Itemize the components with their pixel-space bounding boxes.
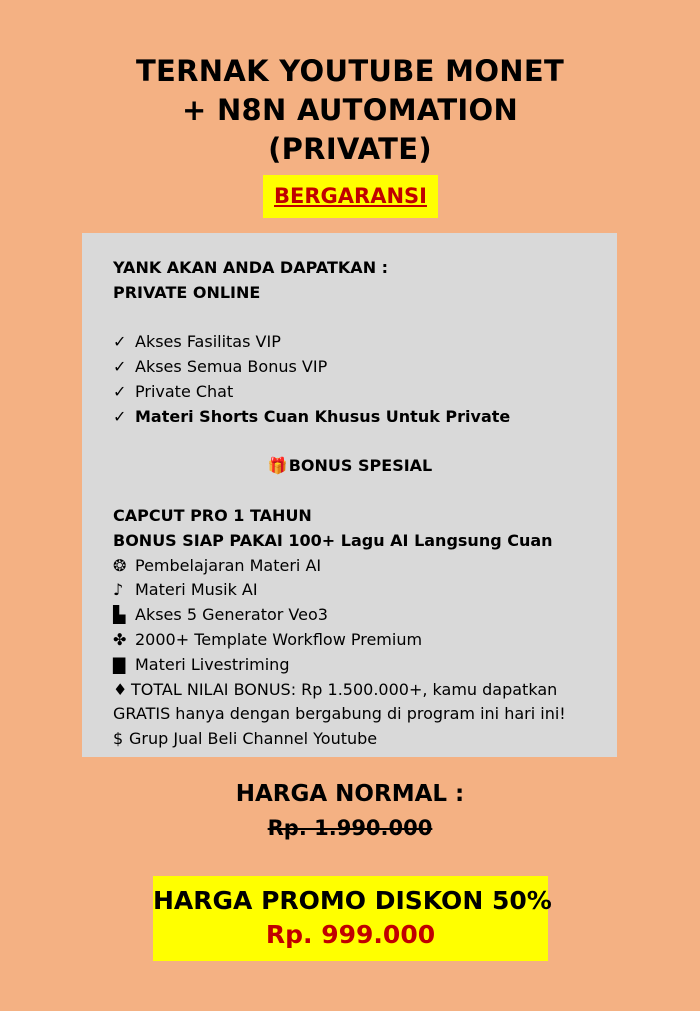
feature-text: Akses Semua Bonus VIP bbox=[135, 357, 328, 377]
feature-item bbox=[113, 405, 617, 430]
package-name: PRIVATE ONLINE bbox=[113, 282, 261, 302]
fire-icon: ♦ bbox=[113, 679, 128, 699]
dollar-icon: $ bbox=[113, 729, 124, 749]
bonus-item bbox=[113, 554, 617, 579]
feature-text: Akses Fasilitas VIP bbox=[135, 332, 281, 352]
music-note-icon: ♪ bbox=[113, 580, 124, 600]
bonus-item bbox=[113, 578, 617, 603]
gift-icon: 🎁 bbox=[267, 456, 288, 476]
feature-text: Materi Shorts Cuan Khusus Untuk Private bbox=[135, 406, 511, 426]
spacer bbox=[113, 479, 617, 504]
check-icon: ✓ bbox=[113, 332, 127, 352]
bonus-item bbox=[113, 628, 617, 653]
bonus-item-text: Materi Livestriming bbox=[135, 654, 290, 674]
bonus-item-text: TOTAL NILAI BONUS: Rp 1.500.000+, kamu dapatkan bbox=[131, 679, 558, 699]
puzzle-icon: ✤ bbox=[113, 629, 127, 649]
bonus-item-text: 2000+ Template Workflow Premium bbox=[135, 629, 423, 649]
title-line-1: TERNAK YOUTUBE MONET bbox=[135, 54, 565, 88]
promo-label: HARGA PROMO DISKON 50% bbox=[153, 886, 552, 915]
bonus-heading-text: BONUS SPESIAL bbox=[288, 456, 433, 476]
check-icon: ✓ bbox=[113, 381, 127, 401]
title-line-2: + N8N AUTOMATION bbox=[181, 93, 519, 127]
guarantee-badge: BERGARANSI bbox=[263, 175, 438, 218]
bonus-item-text: Pembelajaran Materi AI bbox=[135, 555, 322, 575]
bonus-heading bbox=[113, 454, 617, 479]
title-line-3: (PRIVATE) bbox=[268, 132, 432, 166]
benefits-panel bbox=[82, 233, 617, 757]
feature-item bbox=[113, 355, 617, 380]
bonus-item-text: Grup Jual Beli Channel Youtube bbox=[129, 729, 378, 749]
feature-item bbox=[113, 380, 617, 405]
briefcase-icon: ▇ bbox=[113, 654, 126, 674]
bonus-item bbox=[113, 603, 617, 628]
promo-price: Rp. 999.000 bbox=[265, 920, 436, 949]
bonus-bold-item: CAPCUT PRO 1 TAHUN bbox=[113, 505, 312, 525]
spacer bbox=[113, 306, 617, 331]
bonus-item-text: Akses 5 Generator Veo3 bbox=[135, 605, 328, 625]
bonus-item bbox=[113, 702, 617, 727]
bonus-item-text: GRATIS hanya dengan bergabung di program ini hari ini! bbox=[113, 704, 566, 724]
bonus-item bbox=[113, 678, 617, 703]
intro-text: YANK AKAN ANDA DAPATKAN : bbox=[113, 258, 389, 277]
check-icon: ✓ bbox=[113, 357, 127, 377]
bonus-bold-item: BONUS SIAP PAKAI 100+ Lagu AI Langsung Cuan bbox=[113, 530, 553, 550]
normal-price: Rp. 1.990.000 bbox=[267, 816, 433, 840]
clapperboard-icon: ▙ bbox=[113, 605, 126, 625]
bonus-item bbox=[113, 653, 617, 678]
bonus-item-text: Materi Musik AI bbox=[135, 580, 258, 600]
promo-box bbox=[153, 876, 552, 961]
normal-price-label: HARGA NORMAL : bbox=[235, 781, 465, 807]
feature-item bbox=[113, 330, 617, 355]
spacer bbox=[113, 430, 617, 455]
bonus-item bbox=[113, 727, 617, 752]
feature-text: Private Chat bbox=[135, 381, 234, 401]
page-title bbox=[0, 52, 700, 169]
check-icon: ✓ bbox=[113, 406, 127, 426]
brain-icon: ❂ bbox=[113, 555, 127, 575]
